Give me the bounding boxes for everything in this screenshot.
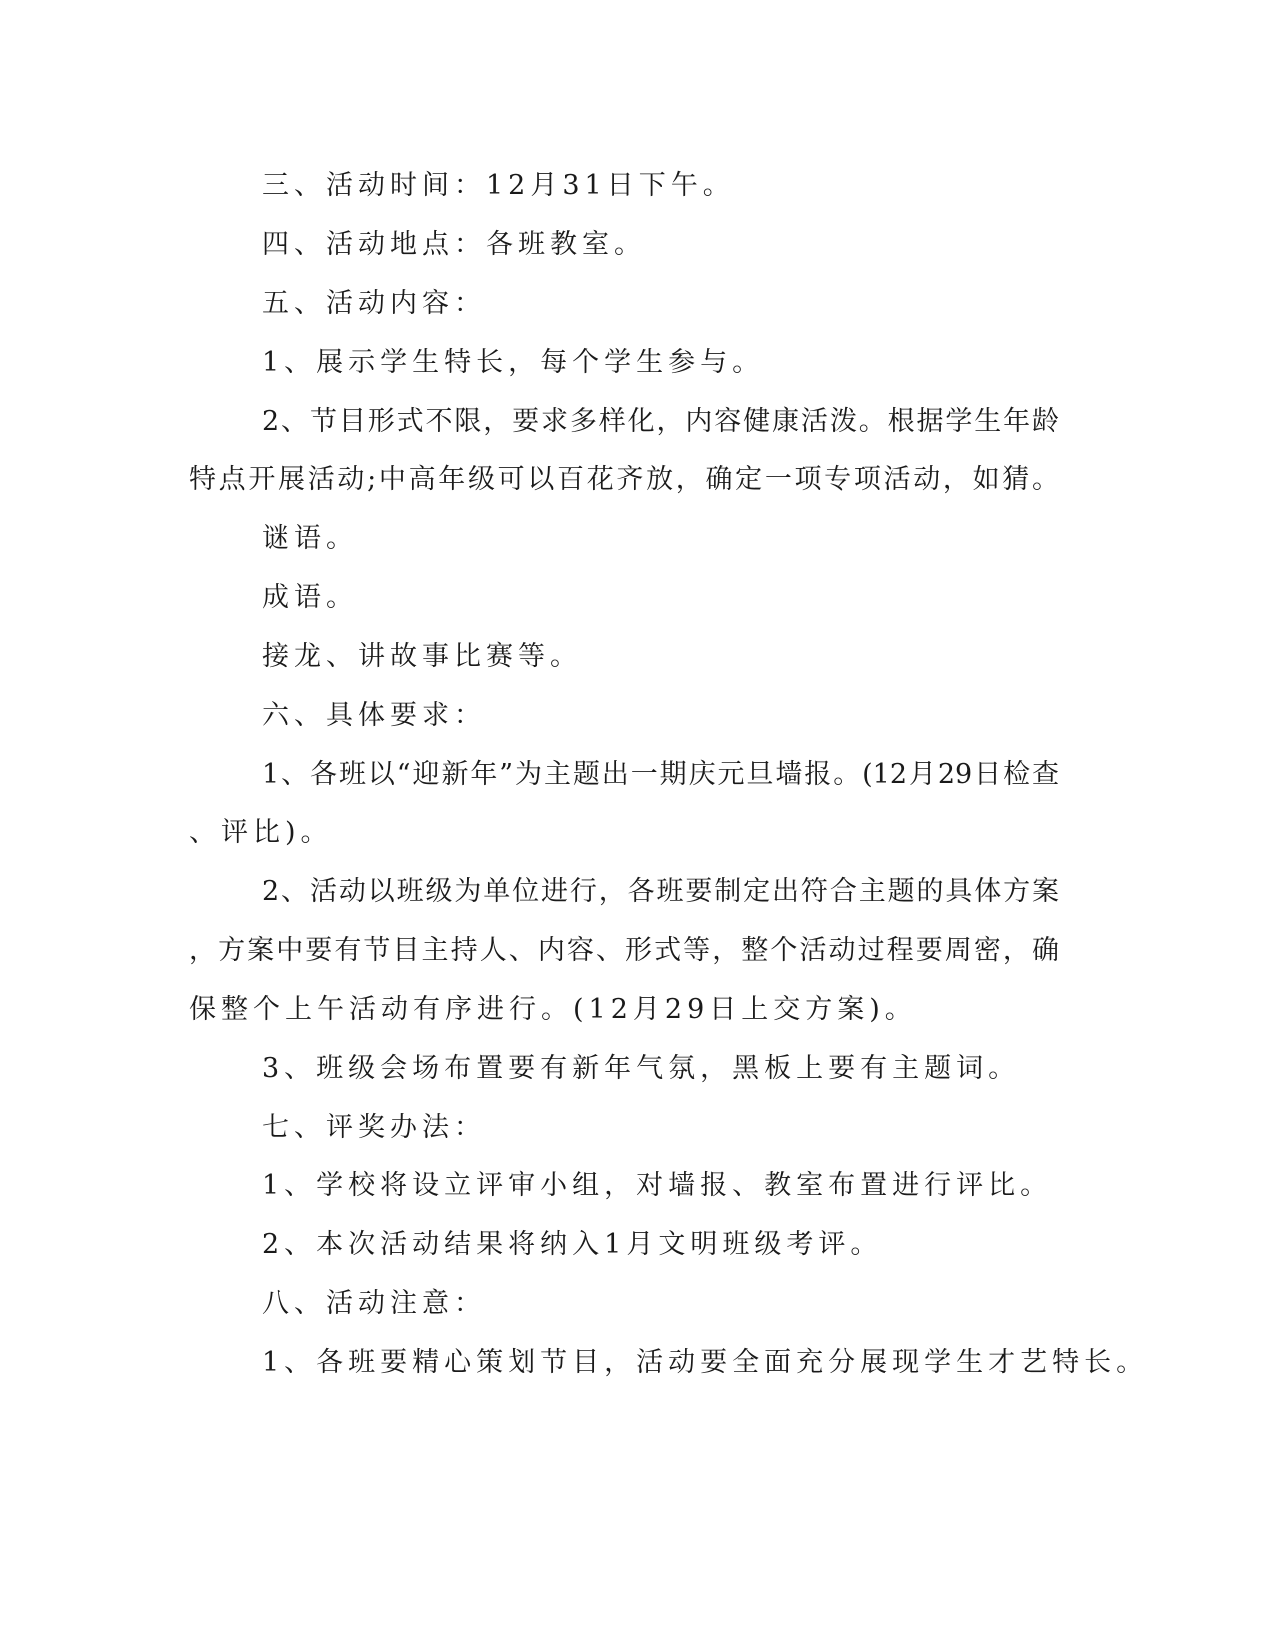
award-item-1: 1、学校将设立评审小组，对墙报、教室布置进行评比。: [262, 1170, 1053, 1201]
content-item-1: 1、展示学生特长，每个学生参与。: [262, 347, 765, 378]
requirement-2-line-2: ，方案中要有节目主持人、内容、形式等，整个活动过程要周密，确: [189, 935, 1059, 966]
requirement-2-line-3: 保整个上午活动有序进行。(12月29日上交方案)。: [189, 994, 917, 1025]
section-4-location: 四、活动地点：各班教室。: [262, 229, 646, 260]
section-8-heading: 八、活动注意：: [262, 1288, 486, 1319]
requirement-1-line-2: 、评比)。: [189, 817, 333, 848]
award-item-2: 2、本次活动结果将纳入1月文明班级考评。: [262, 1229, 883, 1260]
note-item-1: 1、各班要精心策划节目，活动要全面充分展现学生才艺特长。: [262, 1347, 1149, 1378]
section-7-heading: 七、评奖办法：: [262, 1112, 486, 1143]
section-3-time: 三、活动时间：12月31日下午。: [262, 170, 735, 201]
requirement-3: 3、班级会场布置要有新年气氛，黑板上要有主题词。: [262, 1053, 1021, 1084]
requirement-2-line-1: 2、活动以班级为单位进行，各班要制定出符合主题的具体方案: [262, 876, 1059, 907]
content-item-2-line-2: 特点开展活动;中高年级可以百花齐放，确定一项专项活动，如猜。: [189, 464, 1059, 495]
content-item-idioms: 成语。: [262, 582, 358, 613]
section-6-heading: 六、具体要求：: [262, 700, 486, 731]
section-5-heading: 五、活动内容：: [262, 288, 486, 319]
content-item-riddles: 谜语。: [262, 523, 358, 554]
content-item-2-line-1: 2、节目形式不限，要求多样化，内容健康活泼。根据学生年龄: [262, 406, 1059, 437]
content-item-relay: 接龙、讲故事比赛等。: [262, 641, 582, 672]
requirement-1-line-1: 1、各班以“迎新年”为主题出一期庆元旦墙报。(12月29日检查: [262, 759, 1059, 790]
